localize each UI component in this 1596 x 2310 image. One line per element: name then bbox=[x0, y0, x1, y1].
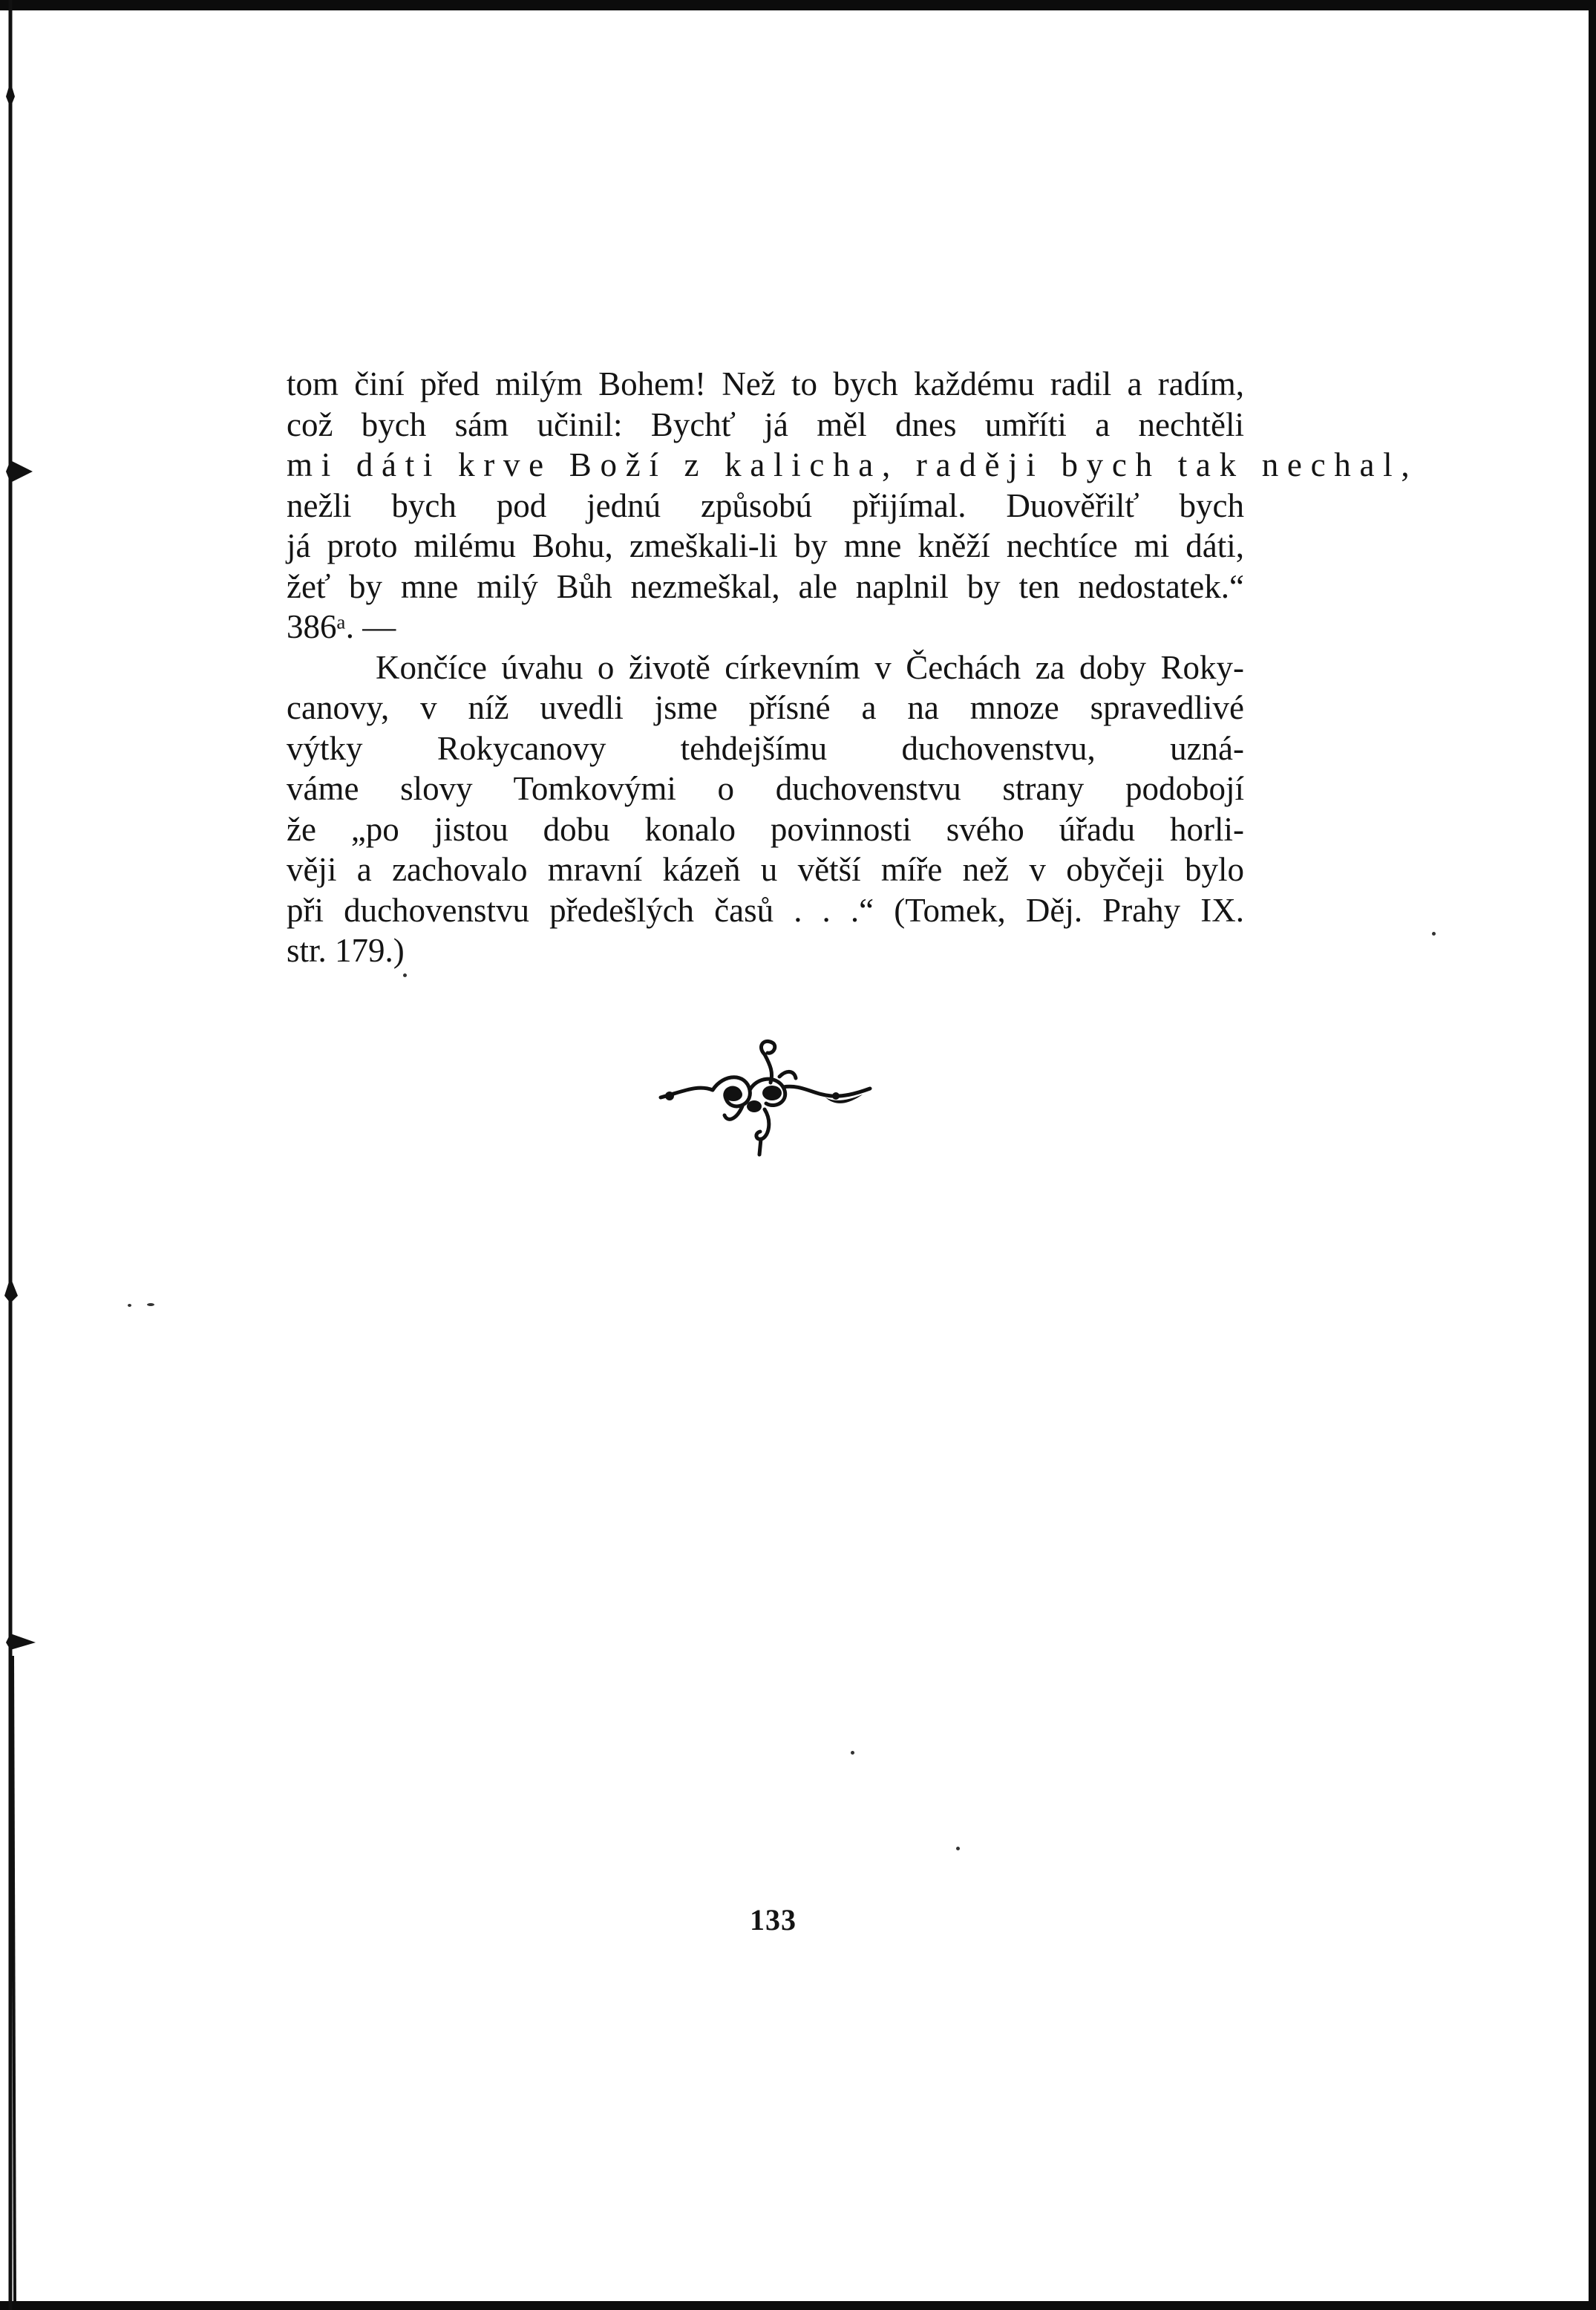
body-line: já proto milému Bohu, zmeškali-li by mne kněží nechtíce mi dáti, bbox=[287, 527, 1244, 564]
body-line: Končíce úvahu o životě církevním v Čechách za doby Roky- bbox=[376, 648, 1244, 686]
scan-speck bbox=[128, 1304, 131, 1307]
scan-edge-top bbox=[0, 0, 1596, 10]
body-line: 386ᵃ. — bbox=[287, 608, 396, 645]
body-text bbox=[287, 364, 1419, 971]
scan-speck bbox=[147, 1303, 154, 1306]
body-line: tom činí před milým Bohem! Než to bych každému radil a radím, bbox=[287, 365, 1244, 402]
scan-edge-right bbox=[1589, 0, 1596, 2310]
scan-speck bbox=[1432, 932, 1436, 936]
body-line: str. 179.) bbox=[287, 932, 405, 969]
scan-speck bbox=[403, 973, 407, 977]
page-number: 133 bbox=[750, 1903, 797, 1937]
body-line: což bych sám učinil: Bychť já měl dnes umříti a nechtěli bbox=[287, 405, 1244, 443]
scan-speck bbox=[851, 1751, 854, 1755]
body-line: mi dáti krve Boží z kalicha, raději bych tak nechal, bbox=[287, 446, 1419, 483]
body-line: věji a zachovalo mravní kázeň u větší míře než v obyčeji bylo bbox=[287, 851, 1244, 888]
scan-speck bbox=[956, 1847, 960, 1850]
body-line: žeť by mne milý Bůh nezmeškal, ale naplnil by ten nedostatek.“ bbox=[287, 567, 1244, 605]
body-line: výtky Rokycanovy tehdejšímu duchovenstvu, uzná- bbox=[287, 729, 1244, 767]
floral-vignette-icon bbox=[653, 1032, 876, 1158]
body-line: váme slovy Tomkovými o duchovenstvu strany podobojí bbox=[287, 770, 1244, 807]
scan-edge-bottom bbox=[0, 2301, 1596, 2310]
body-line: při duchovenstvu předešlých časů . . .“ (Tomek, Děj. Prahy IX. bbox=[287, 891, 1244, 929]
binding-edge bbox=[0, 0, 45, 2310]
body-line: canovy, v níž uvedli jsme přísné a na mnoze spravedlivé bbox=[287, 689, 1244, 726]
body-line: že „po jistou dobu konalo povinnosti svého úřadu horli- bbox=[287, 810, 1244, 848]
body-line: nežli bych pod jednú způsobú přijímal. Duověřilť bych bbox=[287, 486, 1244, 524]
